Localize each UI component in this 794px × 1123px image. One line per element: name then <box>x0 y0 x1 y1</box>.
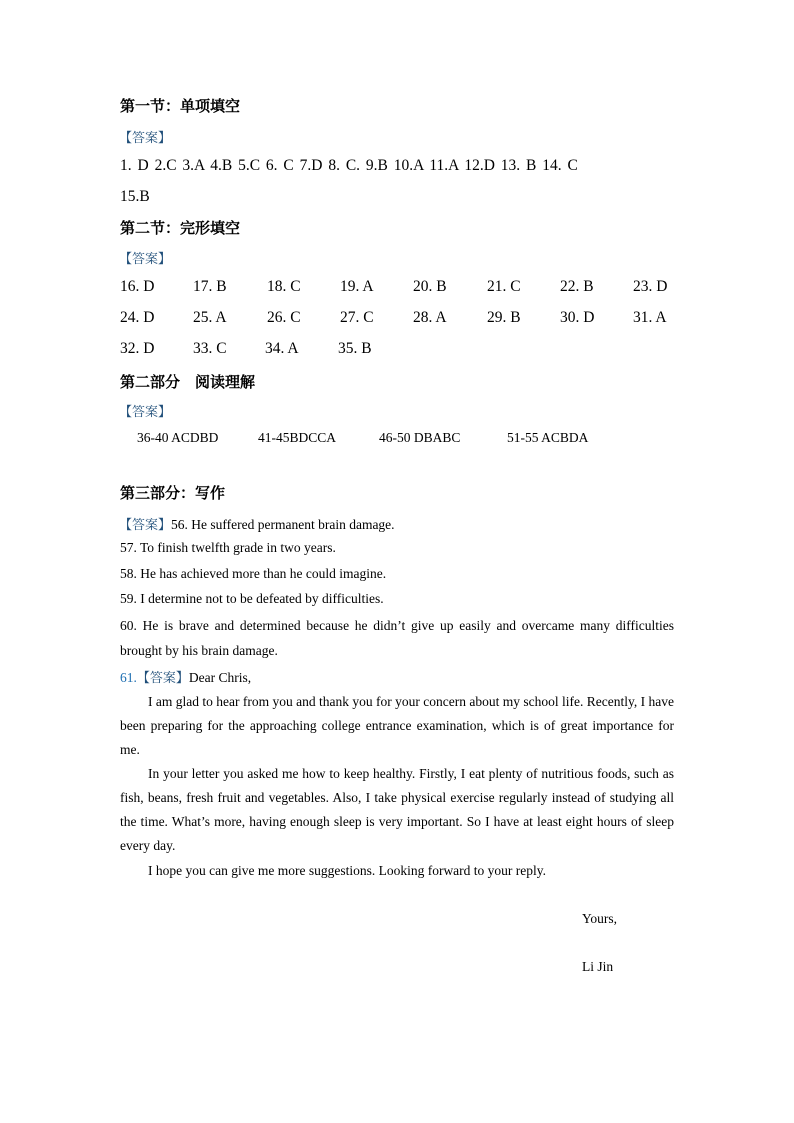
cloze-answer: 35. B <box>338 340 372 357</box>
part3-answer-tag: 【答案】 <box>119 518 172 533</box>
part2-heading: 第二部分 阅读理解 <box>120 373 256 391</box>
cloze-answer: 30. D <box>560 309 595 326</box>
letter-number: 61. <box>120 670 137 685</box>
writing-answer-56: 56. He suffered permanent brain damage. <box>171 517 395 532</box>
writing-answer-60: 60. He is brave and determined because he didn’t give up easily and overcame many difficulties brought by his brain damage. <box>120 618 674 658</box>
letter-closing: Yours, <box>582 911 618 926</box>
letter-signature: Li Jin <box>582 959 614 974</box>
reading-answer-group: 41-45BDCCA <box>258 430 337 445</box>
writing-answer-58: 58. He has achieved more than he could imagine. <box>120 566 387 581</box>
cloze-answer: 18. C <box>267 278 301 295</box>
cloze-answer: 22. B <box>560 278 594 295</box>
letter-first-line <box>120 667 251 687</box>
part3-heading: 第三部分：写作 <box>120 484 226 502</box>
cloze-answer: 16. D <box>120 278 155 295</box>
reading-answer-group: 51-55 ACBDA <box>507 430 589 445</box>
cloze-answer: 17. B <box>193 278 227 295</box>
section1-answers-line1: 1. D 2.C 3.A 4.B 5.C 6. C 7.D 8. C. 9.B 10.A 11.A 12.D 13. B 14. C <box>120 157 578 174</box>
reading-answer-group: 36-40 ACDBD <box>137 430 219 445</box>
cloze-answer: 20. B <box>413 278 447 295</box>
cloze-answer: 21. C <box>487 278 521 295</box>
section1-answer-tag: 【答案】 <box>119 131 172 146</box>
cloze-answer: 19. A <box>340 278 374 295</box>
cloze-answer: 25. A <box>193 309 227 326</box>
part2-answer-tag: 【答案】 <box>119 405 172 420</box>
cloze-answer: 31. A <box>633 309 667 326</box>
cloze-answer: 26. C <box>267 309 301 326</box>
section1-heading: 第一节：单项填空 <box>120 97 241 115</box>
section1-answers-line2: 15.B <box>120 188 150 205</box>
letter-answer-tag: 【答案】 <box>136 671 189 686</box>
section2-heading: 第二节：完形填空 <box>120 219 241 237</box>
writing-answer-57: 57. To finish twelfth grade in two years. <box>120 540 336 555</box>
writing-answer-59: 59. I determine not to be defeated by difficulties. <box>120 591 384 606</box>
letter-paragraph-3: I hope you can give me more suggestions. Looking forward to your reply. <box>148 863 547 878</box>
section2-answer-tag: 【答案】 <box>119 252 172 267</box>
cloze-answer: 29. B <box>487 309 521 326</box>
letter-paragraph-1: I am glad to hear from you and thank you for your concern about my school life. Recently, I have been preparing for the approaching college entrance examination, which is of great importance for me. <box>120 694 674 757</box>
cloze-answer: 28. A <box>413 309 447 326</box>
letter-paragraph-2: In your letter you asked me how to keep healthy. Firstly, I eat plenty of nutritious foods, such as fish, beans, fresh fruit and vegetables. Also, I take physical exercise regularly instead of studying all the time. What’s more, having enough sleep is very important. So I have at least eight hours of sleep every day. <box>120 766 674 853</box>
cloze-answer: 33. C <box>193 340 227 357</box>
reading-answer-group: 46-50 DBABC <box>379 430 461 445</box>
cloze-answer: 32. D <box>120 340 155 357</box>
cloze-answer: 34. A <box>265 340 299 357</box>
part3-first-line <box>119 514 395 534</box>
letter-greeting: Dear Chris, <box>188 670 252 685</box>
cloze-answer: 27. C <box>340 309 374 326</box>
cloze-answer: 24. D <box>120 309 155 326</box>
cloze-answer: 23. D <box>633 278 668 295</box>
